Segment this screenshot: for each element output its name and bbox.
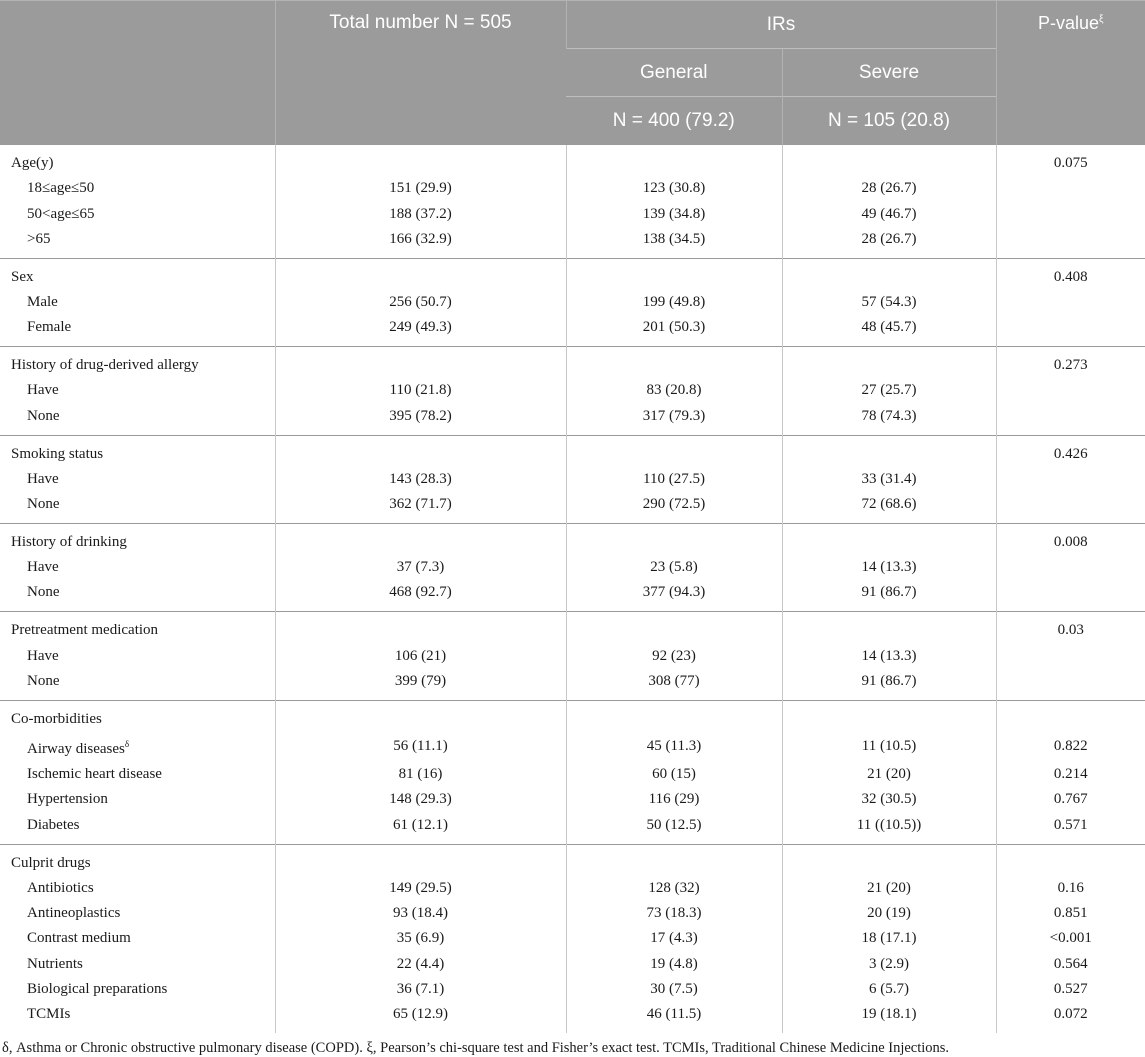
severe-cell: 14 (13.3) — [782, 555, 996, 580]
row-label-text: Have — [27, 470, 59, 487]
general-cell: 308 (77) — [566, 669, 782, 701]
total-cell: 151 (29.9) — [275, 176, 566, 201]
p-value-cell: <0.001 — [996, 926, 1145, 951]
general-cell: 290 (72.5) — [566, 492, 782, 524]
row-label — [0, 176, 275, 201]
severe-cell: 27 (25.7) — [782, 378, 996, 403]
p-value-cell: 0.072 — [996, 1002, 1145, 1033]
p-value-cell — [996, 378, 1145, 403]
empty-cell — [566, 347, 782, 379]
empty-cell — [782, 435, 996, 467]
row-label-text: Hypertension — [27, 791, 108, 808]
row-label-text: Diabetes — [27, 816, 80, 833]
p-value-cell — [996, 467, 1145, 492]
empty-cell — [275, 258, 566, 290]
table-row — [0, 669, 1145, 701]
group-label: Smoking status — [0, 435, 275, 467]
row-label-text: None — [27, 495, 60, 512]
total-cell: 56 (11.1) — [275, 732, 566, 762]
group-header-row — [0, 612, 1145, 644]
p-value-cell — [996, 176, 1145, 201]
header-general: General — [566, 49, 782, 97]
header-severe: Severe — [782, 49, 996, 97]
p-value-cell: 0.214 — [996, 762, 1145, 787]
empty-cell — [782, 145, 996, 177]
row-label — [0, 669, 275, 701]
empty-cell — [275, 612, 566, 644]
severe-cell: 49 (46.7) — [782, 201, 996, 226]
group-p-value: 0.408 — [996, 258, 1145, 290]
row-label — [0, 580, 275, 612]
severe-cell: 6 (5.7) — [782, 977, 996, 1002]
severe-cell: 18 (17.1) — [782, 926, 996, 951]
row-label — [0, 901, 275, 926]
group-label: Sex — [0, 258, 275, 290]
total-cell: 37 (7.3) — [275, 555, 566, 580]
total-cell: 188 (37.2) — [275, 201, 566, 226]
row-label — [0, 876, 275, 901]
total-cell: 110 (21.8) — [275, 378, 566, 403]
table-row — [0, 290, 1145, 315]
group-header-row — [0, 258, 1145, 290]
row-label — [0, 952, 275, 977]
p-value-cell: 0.527 — [996, 977, 1145, 1002]
row-label — [0, 201, 275, 226]
row-label — [0, 467, 275, 492]
row-label — [0, 813, 275, 845]
group-label: History of drug-derived allergy — [0, 347, 275, 379]
severe-cell: 21 (20) — [782, 762, 996, 787]
general-cell: 139 (34.8) — [566, 201, 782, 226]
group-p-value — [996, 700, 1145, 732]
p-value-cell: 0.767 — [996, 787, 1145, 812]
table-body — [0, 145, 1145, 1034]
table-row — [0, 227, 1145, 259]
empty-cell — [782, 347, 996, 379]
group-p-value: 0.273 — [996, 347, 1145, 379]
p-value-cell — [996, 290, 1145, 315]
header-pvalue-label: P-value — [1037, 13, 1100, 33]
severe-cell: 91 (86.7) — [782, 669, 996, 701]
total-cell: 81 (16) — [275, 762, 566, 787]
row-label-text: Ischemic heart disease — [27, 765, 162, 782]
severe-cell: 20 (19) — [782, 901, 996, 926]
row-label — [0, 555, 275, 580]
table-row — [0, 977, 1145, 1002]
table-row — [0, 467, 1145, 492]
p-value-cell — [996, 643, 1145, 668]
general-cell: 110 (27.5) — [566, 467, 782, 492]
header-pvalue — [996, 1, 1145, 145]
row-label-text: Antibiotics — [27, 879, 94, 896]
row-label-sup: δ — [124, 738, 130, 749]
total-cell: 35 (6.9) — [275, 926, 566, 951]
table-row — [0, 580, 1145, 612]
general-cell: 73 (18.3) — [566, 901, 782, 926]
group-header-row — [0, 700, 1145, 732]
total-cell: 399 (79) — [275, 669, 566, 701]
severe-cell: 91 (86.7) — [782, 580, 996, 612]
total-cell: 93 (18.4) — [275, 901, 566, 926]
severe-cell: 78 (74.3) — [782, 404, 996, 436]
row-label — [0, 787, 275, 812]
row-label — [0, 492, 275, 524]
group-label: Co-morbidities — [0, 700, 275, 732]
table-row — [0, 1002, 1145, 1033]
row-label — [0, 762, 275, 787]
severe-cell: 3 (2.9) — [782, 952, 996, 977]
total-cell: 256 (50.7) — [275, 290, 566, 315]
empty-cell — [566, 258, 782, 290]
p-value-cell: 0.16 — [996, 876, 1145, 901]
group-p-value: 0.008 — [996, 523, 1145, 555]
general-cell: 30 (7.5) — [566, 977, 782, 1002]
p-value-cell — [996, 555, 1145, 580]
p-value-cell — [996, 227, 1145, 259]
p-value-cell: 0.564 — [996, 952, 1145, 977]
row-label — [0, 643, 275, 668]
table-footnote: δ, Asthma or Chronic obstructive pulmonary disease (COPD). ξ, Pearson’s chi-square test and Fisher’s exact test. TCMIs, Traditional Chinese Medicine Injections. — [2, 1040, 950, 1056]
header-blank — [0, 1, 275, 145]
table-row — [0, 787, 1145, 812]
empty-cell — [782, 258, 996, 290]
total-cell: 65 (12.9) — [275, 1002, 566, 1033]
severe-cell: 33 (31.4) — [782, 467, 996, 492]
empty-cell — [275, 145, 566, 177]
row-label-text: >65 — [27, 230, 51, 247]
empty-cell — [782, 612, 996, 644]
general-cell: 377 (94.3) — [566, 580, 782, 612]
header-irs: IRs — [566, 1, 996, 49]
empty-cell — [566, 700, 782, 732]
row-label-text: Biological preparations — [27, 981, 168, 998]
empty-cell — [566, 435, 782, 467]
row-label — [0, 926, 275, 951]
row-label-text: Airway diseases — [27, 740, 125, 757]
general-cell: 138 (34.5) — [566, 227, 782, 259]
p-value-cell — [996, 669, 1145, 701]
severe-cell: 72 (68.6) — [782, 492, 996, 524]
p-value-cell: 0.571 — [996, 813, 1145, 845]
row-label-text: Nutrients — [27, 955, 83, 972]
table-row — [0, 643, 1145, 668]
table-row — [0, 901, 1145, 926]
group-p-value: 0.075 — [996, 145, 1145, 177]
total-cell: 249 (49.3) — [275, 315, 566, 347]
header-total: Total number N = 505 — [275, 1, 566, 145]
severe-cell: 11 (10.5) — [782, 732, 996, 762]
general-cell: 60 (15) — [566, 762, 782, 787]
table-row — [0, 952, 1145, 977]
p-value-cell — [996, 492, 1145, 524]
table-row — [0, 813, 1145, 845]
table-header — [0, 1, 1145, 145]
empty-cell — [275, 435, 566, 467]
group-p-value: 0.03 — [996, 612, 1145, 644]
row-label-text: None — [27, 584, 60, 601]
general-cell: 23 (5.8) — [566, 555, 782, 580]
total-cell: 143 (28.3) — [275, 467, 566, 492]
empty-cell — [782, 700, 996, 732]
total-cell: 362 (71.7) — [275, 492, 566, 524]
table-row — [0, 762, 1145, 787]
row-label-text: Male — [27, 293, 58, 310]
row-label — [0, 404, 275, 436]
row-label — [0, 315, 275, 347]
row-label-text: None — [27, 672, 60, 689]
total-cell: 395 (78.2) — [275, 404, 566, 436]
general-cell: 128 (32) — [566, 876, 782, 901]
general-cell: 50 (12.5) — [566, 813, 782, 845]
group-header-row — [0, 435, 1145, 467]
table-row — [0, 492, 1145, 524]
row-label-text: 18≤age≤50 — [27, 180, 95, 197]
severe-cell: 11 ((10.5)) — [782, 813, 996, 845]
general-cell: 116 (29) — [566, 787, 782, 812]
general-cell: 201 (50.3) — [566, 315, 782, 347]
group-label: Age(y) — [0, 145, 275, 177]
table-row — [0, 176, 1145, 201]
group-label: History of drinking — [0, 523, 275, 555]
row-label-text: Have — [27, 647, 59, 664]
row-label-text: Contrast medium — [27, 930, 131, 947]
general-cell: 317 (79.3) — [566, 404, 782, 436]
table-row — [0, 378, 1145, 403]
p-value-cell — [996, 580, 1145, 612]
empty-cell — [275, 347, 566, 379]
empty-cell — [275, 844, 566, 876]
general-cell: 123 (30.8) — [566, 176, 782, 201]
severe-cell: 14 (13.3) — [782, 643, 996, 668]
general-cell: 17 (4.3) — [566, 926, 782, 951]
general-cell: 199 (49.8) — [566, 290, 782, 315]
total-cell: 148 (29.3) — [275, 787, 566, 812]
header-severe-n: N = 105 (20.8) — [782, 97, 996, 145]
total-cell: 106 (21) — [275, 643, 566, 668]
table-row — [0, 201, 1145, 226]
table-row — [0, 315, 1145, 347]
row-label — [0, 732, 275, 762]
empty-cell — [566, 612, 782, 644]
row-label — [0, 977, 275, 1002]
empty-cell — [782, 844, 996, 876]
group-header-row — [0, 347, 1145, 379]
table-row — [0, 404, 1145, 436]
row-label-text: Antineoplastics — [27, 905, 121, 922]
severe-cell: 21 (20) — [782, 876, 996, 901]
group-p-value: 0.426 — [996, 435, 1145, 467]
severe-cell: 19 (18.1) — [782, 1002, 996, 1033]
group-label: Pretreatment medication — [0, 612, 275, 644]
header-pvalue-sup: ξ — [1099, 14, 1104, 25]
total-cell: 149 (29.5) — [275, 876, 566, 901]
general-cell: 46 (11.5) — [566, 1002, 782, 1033]
p-value-cell — [996, 315, 1145, 347]
general-cell: 83 (20.8) — [566, 378, 782, 403]
severe-cell: 28 (26.7) — [782, 227, 996, 259]
group-label: Culprit drugs — [0, 844, 275, 876]
row-label-text: Female — [27, 319, 72, 336]
severe-cell: 32 (30.5) — [782, 787, 996, 812]
row-label-text: TCMIs — [27, 1006, 71, 1023]
group-header-row — [0, 844, 1145, 876]
p-value-cell: 0.822 — [996, 732, 1145, 762]
empty-cell — [782, 523, 996, 555]
p-value-cell — [996, 201, 1145, 226]
table-row — [0, 555, 1145, 580]
empty-cell — [566, 844, 782, 876]
total-cell: 22 (4.4) — [275, 952, 566, 977]
row-label-text: None — [27, 407, 60, 424]
group-header-row — [0, 523, 1145, 555]
general-cell: 45 (11.3) — [566, 732, 782, 762]
table-row — [0, 876, 1145, 901]
total-cell: 36 (7.1) — [275, 977, 566, 1002]
general-cell: 19 (4.8) — [566, 952, 782, 977]
severe-cell: 48 (45.7) — [782, 315, 996, 347]
severe-cell: 57 (54.3) — [782, 290, 996, 315]
general-cell: 92 (23) — [566, 643, 782, 668]
row-label — [0, 1002, 275, 1033]
empty-cell — [275, 700, 566, 732]
row-label-text: 50<age≤65 — [27, 205, 95, 222]
empty-cell — [275, 523, 566, 555]
table-row — [0, 732, 1145, 762]
row-label — [0, 378, 275, 403]
total-cell: 166 (32.9) — [275, 227, 566, 259]
total-cell: 61 (12.1) — [275, 813, 566, 845]
group-p-value — [996, 844, 1145, 876]
row-label-text: Have — [27, 559, 59, 576]
table-row — [0, 926, 1145, 951]
empty-cell — [566, 145, 782, 177]
total-cell: 468 (92.7) — [275, 580, 566, 612]
header-general-n: N = 400 (79.2) — [566, 97, 782, 145]
row-label — [0, 227, 275, 259]
group-header-row — [0, 145, 1145, 177]
severe-cell: 28 (26.7) — [782, 176, 996, 201]
p-value-cell — [996, 404, 1145, 436]
p-value-cell: 0.851 — [996, 901, 1145, 926]
row-label-text: Have — [27, 382, 59, 399]
row-label — [0, 290, 275, 315]
empty-cell — [566, 523, 782, 555]
